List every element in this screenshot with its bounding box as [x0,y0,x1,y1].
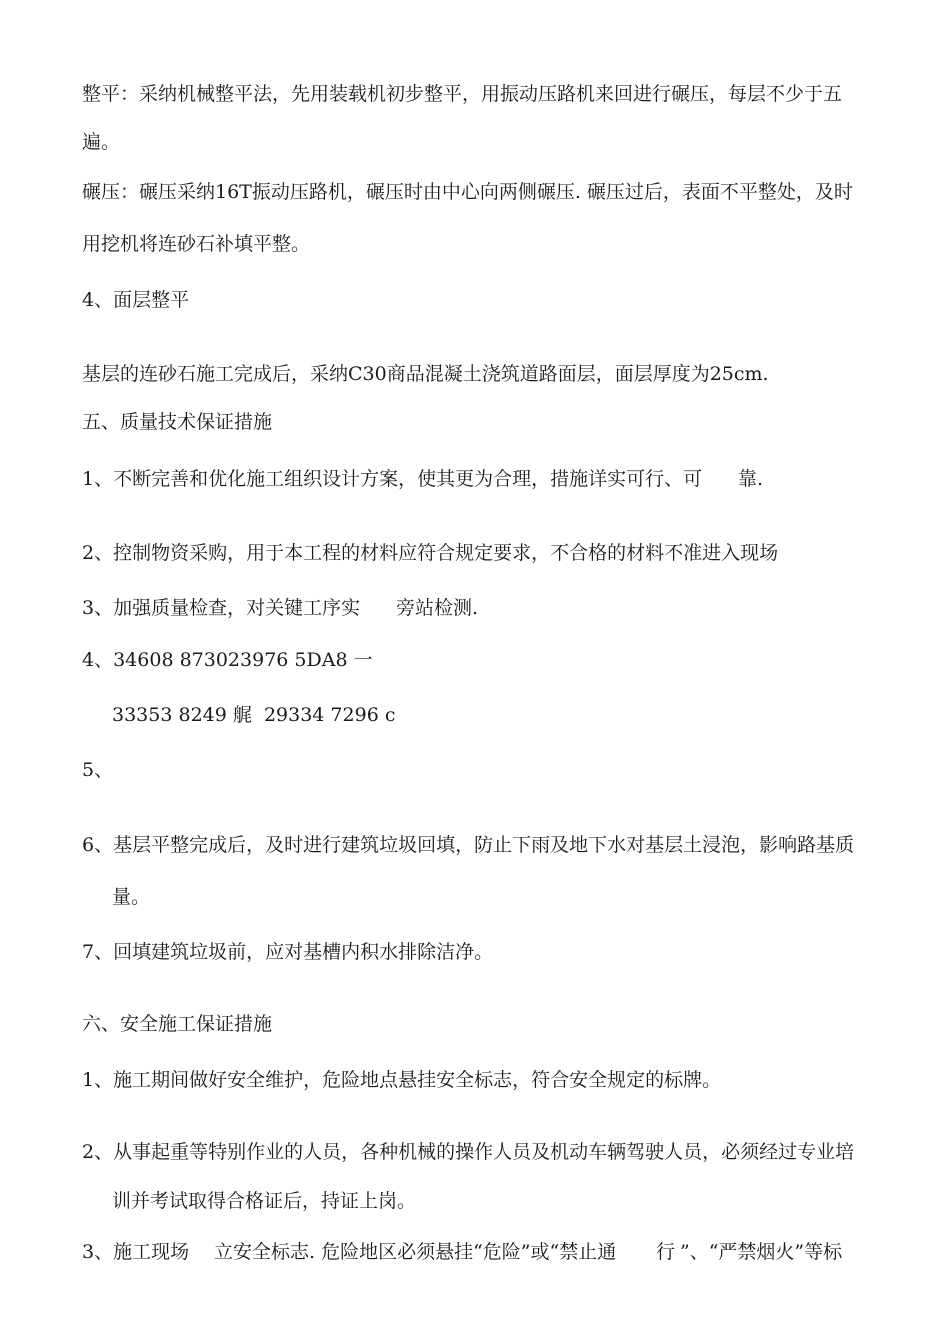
heading-quality-measures: 五、质量技术保证措施 [82,411,273,433]
safety-item-3: 3、施工现场 [82,1241,190,1263]
safety-item-2: 2、从事起重等特别作业的人员，各种机械的操作人员及机动车辆驾驶人员，必须经过专业培 [82,1141,855,1163]
paragraph-leveling: 整平：采纳机械整平法，先用装载机初步整平，用振动压路机来回进行碾压，每层不少于五 [82,83,843,105]
safety-item-3-char: 行 [656,1241,676,1263]
quality-item-1: 1、不断完善和优化施工组织设计方案，使其更为合理，措施详实可行、可 [82,468,703,490]
heading-surface-leveling: 4、面层整平 [82,289,190,311]
quality-item-6-cont: 量。 [112,886,151,908]
safety-item-2-cont: 训并考试取得合格证后，持证上岗。 [112,1190,417,1212]
safety-item-1: 1、施工期间做好安全维护，危险地点悬挂安全标志，符合安全规定的标牌。 [82,1069,722,1091]
paragraph-leveling-cont: 遍。 [82,131,121,153]
quality-item-4-cont: 33353 8249 艉 29334 7296 c [112,704,396,726]
quality-item-3-tail: 旁站检测. [396,597,479,619]
quality-item-3: 3、加强质量检查，对关键工序实 [82,597,361,619]
heading-safety-measures: 六、安全施工保证措施 [82,1013,273,1035]
paragraph-rolling: 碾压：碾压采纳16T振动压路机，碾压时由中心向两侧碾压. 碾压过后，表面不平整处，及时 [82,181,853,203]
quality-item-4: 4、34608 873023976 5DA8 一 [82,649,373,671]
quality-item-7: 7、回填建筑垃圾前，应对基槽内积水排除洁净。 [82,941,494,963]
quality-item-6: 6、基层平整完成后，及时进行建筑垃圾回填，防止下雨及地下水对基层土浸泡，影响路基质 [82,834,855,856]
quality-item-1-tail: 靠. [738,468,764,490]
safety-item-3-tail: ”、“严禁烟火”等标 [680,1241,843,1263]
paragraph-surface-layer: 基层的连砂石施工完成后，采纳C30商品混凝土浇筑道路面层，面层厚度为25cm. [82,363,769,385]
quality-item-2: 2、控制物资采购，用于本工程的材料应符合规定要求，不合格的材料不准进入现场 [82,542,779,564]
quality-item-5: 5、 [82,759,114,781]
paragraph-rolling-cont: 用挖机将连砂石补填平整。 [82,233,311,255]
safety-item-3-mid: 立安全标志. 危险地区必须悬挂“危险”或“禁止通 [214,1241,617,1263]
